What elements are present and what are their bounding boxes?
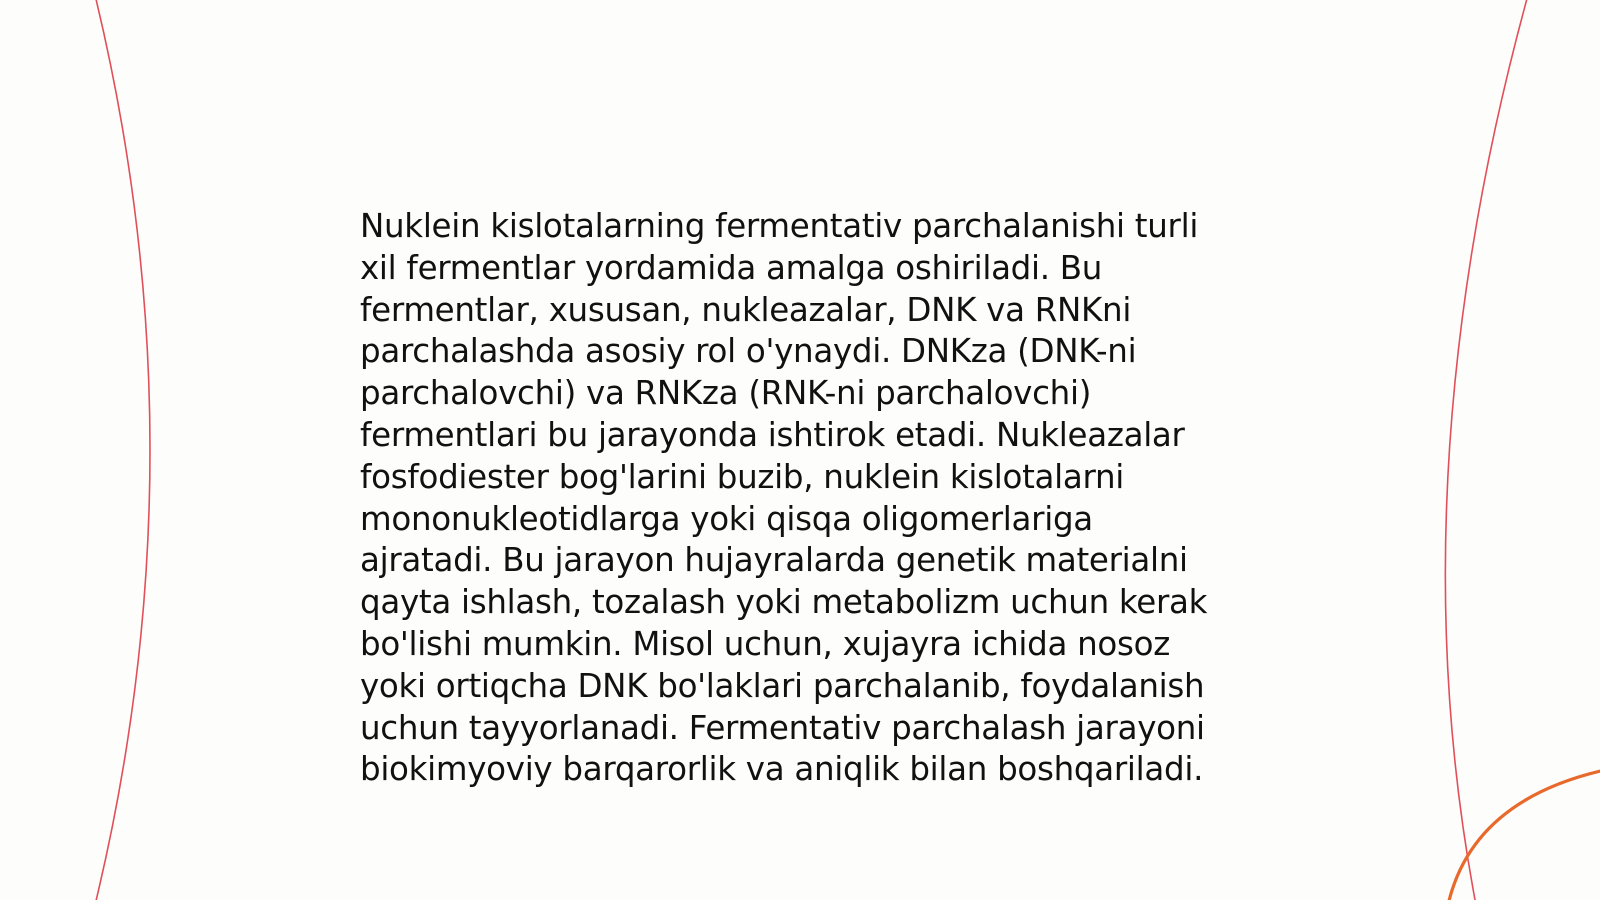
paragraph-line: parchalovchi) va RNKza (RNK-ni parchalovchi): [360, 374, 1092, 413]
right-curve-line: [1445, 0, 1528, 900]
left-curve-line: [95, 0, 150, 900]
paragraph-line: xil fermentlar yordamida amalga oshiriladi. Bu: [360, 248, 1103, 287]
paragraph-line: mononukleotidlarga yoki qisqa oligomerlariga: [360, 499, 1093, 538]
paragraph-line: fermentlar, xususan, nukleazalar, DNK va RNKni: [360, 290, 1132, 329]
paragraph-line: yoki ortiqcha DNK bo'laklari parchalanib, foydalanish: [360, 666, 1205, 705]
paragraph-line: ajratadi. Bu jarayon hujayralarda genetik materialni: [360, 541, 1188, 580]
paragraph-line: Nuklein kislotalarning fermentativ parchalanishi turli: [360, 207, 1199, 245]
paragraph-line: fermentlari bu jarayonda ishtirok etadi. Nukleazalar: [360, 415, 1185, 454]
paragraph-line: fosfodiester bog'larini buzib, nuklein kislotalarni: [360, 457, 1125, 496]
body-paragraph: [360, 206, 1240, 791]
paragraph-line: bo'lishi mumkin. Misol uchun, xujayra ichida nosoz: [360, 624, 1170, 663]
paragraph-line: qayta ishlash, tozalash yoki metabolizm uchun kerak: [360, 583, 1208, 622]
paragraph-line: uchun tayyorlanadi. Fermentativ parchalash jarayoni: [360, 708, 1205, 747]
paragraph-line: parchalashda asosiy rol o'ynaydi. DNKza (DNK-ni: [360, 332, 1137, 371]
paragraph-line: biokimyoviy barqarorlik va aniqlik bilan boshqariladi.: [360, 750, 1204, 789]
